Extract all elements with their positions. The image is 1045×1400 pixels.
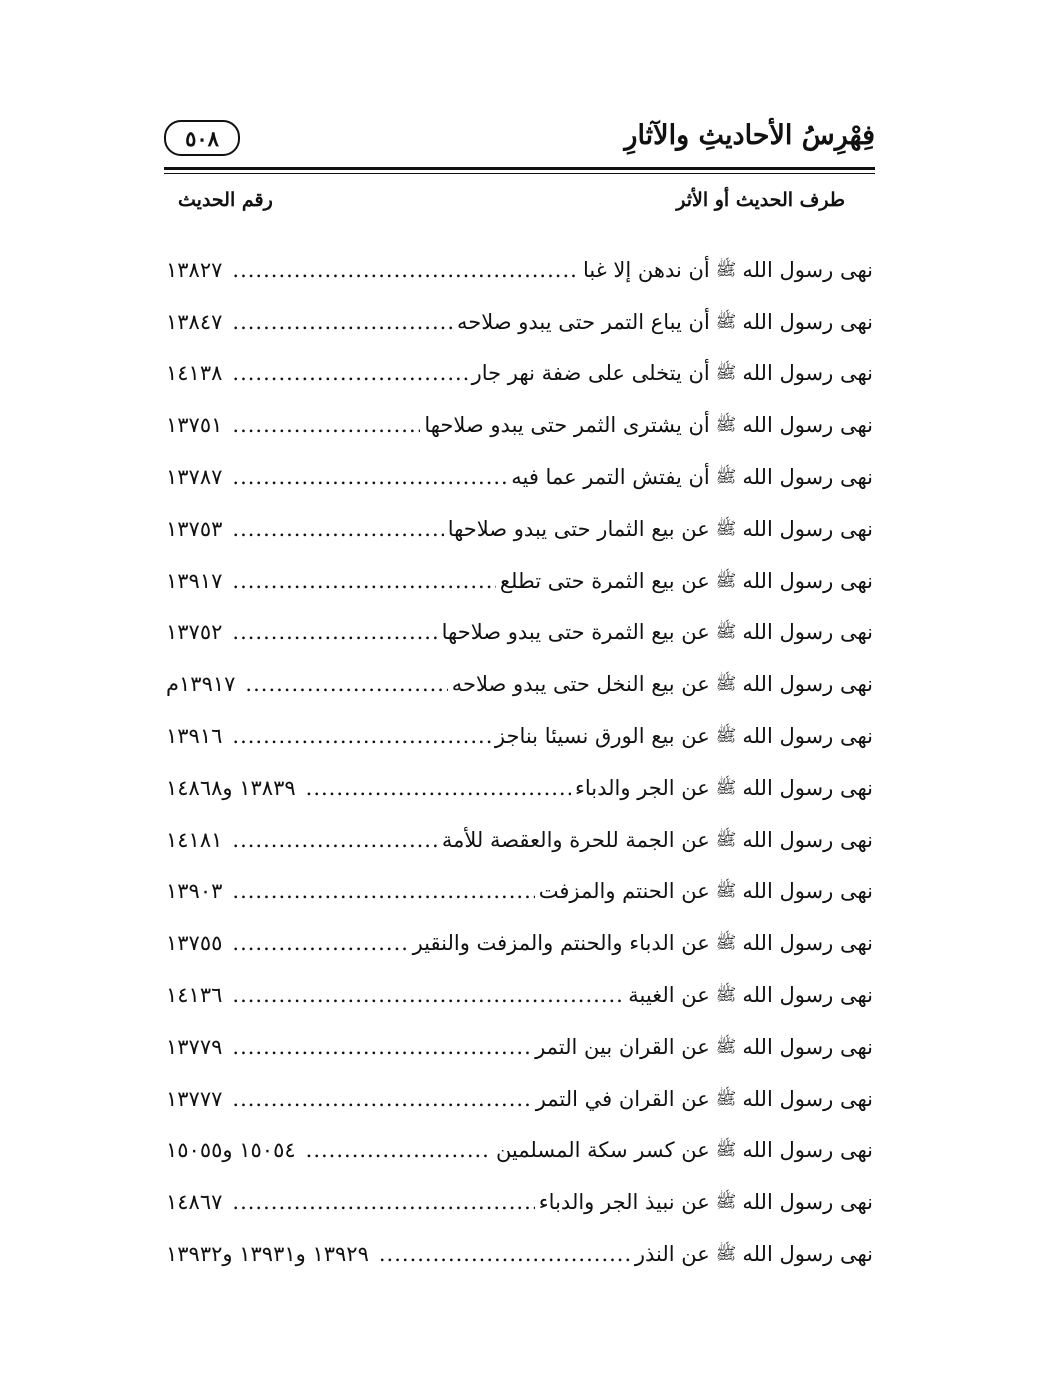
dot-leader [232,929,408,957]
salutation-glyph: ﷺ [715,1140,737,1161]
dot-leader [232,463,507,491]
dot-leader [232,618,437,646]
hadith-number: ١٣٧٥١ [166,413,223,438]
index-entry [166,1228,873,1280]
salutation-glyph: ﷺ [715,726,737,747]
dot-leader [306,774,571,802]
entry-text-end: عن بيع الثمرة حتى يبدو صلاحها [441,620,710,645]
entry-text-start: نهى رسول الله [742,879,873,904]
entry-text-start: نهى رسول الله [742,309,873,334]
entry-text-start: نهى رسول الله [742,931,873,956]
entry-text-end: عن نبيذ الجر والدباء [538,1190,710,1215]
salutation-glyph: ﷺ [715,1036,737,1057]
index-entry [166,348,873,400]
dot-leader [232,567,495,595]
index-entry [166,1176,873,1228]
hadith-number: ١٣٧٥٥ [166,931,223,956]
salutation-glyph: ﷺ [715,570,737,591]
salutation-glyph: ﷺ [715,1244,737,1265]
index-entry [166,244,873,296]
entry-text-start: نهى رسول الله [742,1138,873,1163]
entry-text-start: نهى رسول الله [742,1242,873,1267]
index-entry [166,969,873,1021]
entry-text-end: عن كسر سكة المسلمين [495,1138,710,1163]
dot-leader [232,308,453,336]
entry-text-start: نهى رسول الله [742,672,873,697]
hadith-number: ١٣٧٥٢ [166,620,223,645]
entry-text-end: عن بيع الثمار حتى يبدو صلاحها [447,516,710,541]
index-entry [166,503,873,555]
hadith-number: ١٣٩١٦ [166,724,223,749]
dot-leader [379,1240,631,1268]
salutation-glyph: ﷺ [715,415,737,436]
salutation-glyph: ﷺ [715,622,737,643]
page-number-badge: ٥٠٨ [164,120,240,156]
salutation-glyph: ﷺ [715,829,737,850]
salutation-glyph: ﷺ [715,259,737,280]
index-entry [166,607,873,659]
entry-text-end: عن الجر والدباء [575,775,710,800]
index-entry [166,1125,873,1177]
hadith-number: ١٣٨٤٧ [166,309,223,334]
dot-leader [232,877,534,905]
salutation-glyph: ﷺ [715,518,737,539]
index-entry [166,866,873,918]
entry-text-start: نهى رسول الله [742,413,873,438]
entry-text-end: أن ندهن إلا غبا [583,257,710,282]
dot-leader [232,359,467,387]
index-entry [166,814,873,866]
salutation-glyph: ﷺ [715,777,737,798]
entry-text-start: نهى رسول الله [742,775,873,800]
entry-text-start: نهى رسول الله [742,1034,873,1059]
index-entries [166,244,873,1280]
hadith-number: ١٥٠٥٤ و١٥٠٥٥ [166,1138,296,1163]
salutation-glyph: ﷺ [715,1088,737,1109]
hadith-number: ١٣٩١٧م [166,672,236,697]
column-heading-hadith: طرف الحديث أو الأثر [676,189,845,211]
entry-text-end: عن الغيبة [628,983,710,1008]
entry-text-end: عن بيع الثمرة حتى تطلع [499,568,710,593]
salutation-glyph: ﷺ [715,363,737,384]
dot-leader [306,1136,492,1164]
index-entry [166,399,873,451]
header-rule-thick [164,167,875,170]
salutation-glyph: ﷺ [715,933,737,954]
hadith-number: ١٣٩٠٣ [166,879,223,904]
salutation-glyph: ﷺ [715,881,737,902]
salutation-glyph: ﷺ [715,467,737,488]
index-entry [166,917,873,969]
hadith-number: ١٣٧٨٧ [166,465,223,490]
entry-text-start: نهى رسول الله [742,724,873,749]
entry-text-start: نهى رسول الله [742,465,873,490]
index-entry [166,451,873,503]
entry-text-start: نهى رسول الله [742,568,873,593]
index-entry [166,1073,873,1125]
salutation-glyph: ﷺ [715,1192,737,1213]
entry-text-start: نهى رسول الله [742,257,873,282]
hadith-number: ١٤١٣٦ [166,983,223,1008]
entry-text-end: أن يباع التمر حتى يبدو صلاحه [456,309,710,334]
entry-text-start: نهى رسول الله [742,1190,873,1215]
entry-text-end: عن الحنتم والمزفت [538,879,710,904]
entry-text-end: عن الجمة للحرة والعقصة للأمة [441,827,710,852]
dot-leader [232,1085,531,1113]
hadith-number: ١٣٨٢٧ [166,257,223,282]
entry-text-start: نهى رسول الله [742,827,873,852]
entry-text-end: أن يتخلى على ضفة نهر جار [471,361,710,386]
hadith-number: ١٣٨٣٩ و١٤٨٦٨ [166,775,296,800]
salutation-glyph: ﷺ [715,674,737,695]
hadith-number: ١٤١٣٨ [166,361,223,386]
dot-leader [232,1033,531,1061]
entry-text-start: نهى رسول الله [742,1086,873,1111]
dot-leader [232,1188,534,1216]
header-rule-thin [164,173,875,174]
dot-leader [232,722,490,750]
entry-text-end: عن النذر [634,1242,710,1267]
hadith-number: ١٣٩١٧ [166,568,223,593]
entry-text-end: أن يفتش التمر عما فيه [511,465,710,490]
running-title: فِهْرِسُ الأحاديثِ والآثارِ [624,120,875,151]
index-entry [166,555,873,607]
entry-text-end: عن الدباء والحنتم والمزفت والنقير [412,931,710,956]
hadith-number: ١٤١٨١ [166,827,223,852]
entry-text-start: نهى رسول الله [742,361,873,386]
entry-text-end: عن القران في التمر [535,1086,710,1111]
index-entry [166,296,873,348]
dot-leader [232,826,437,854]
hadith-number: ١٤٨٦٧ [166,1190,223,1215]
index-entry [166,762,873,814]
dot-leader [245,670,447,698]
page-header [164,112,875,162]
entry-text-start: نهى رسول الله [742,516,873,541]
index-entry [166,710,873,762]
dot-leader [232,411,420,439]
dot-leader [232,515,443,543]
salutation-glyph: ﷺ [715,311,737,332]
entry-text-end: أن يشترى الثمر حتى يبدو صلاحها [424,413,710,438]
entry-text-start: نهى رسول الله [742,983,873,1008]
index-entry [166,658,873,710]
salutation-glyph: ﷺ [715,985,737,1006]
dot-leader [232,981,624,1009]
hadith-number: ١٣٧٧٩ [166,1034,223,1059]
hadith-number: ١٣٧٥٣ [166,516,223,541]
dot-leader [232,256,579,284]
column-heading-number: رقم الحديث [178,189,273,211]
entry-text-end: عن بيع الورق نسيئا بناجز [494,724,710,749]
hadith-number: ١٣٩٢٩ و١٣٩٣١ و١٣٩٣٢ [166,1242,369,1267]
entry-text-start: نهى رسول الله [742,620,873,645]
hadith-number: ١٣٧٧٧ [166,1086,223,1111]
entry-text-end: عن بيع النخل حتى يبدو صلاحه [451,672,710,697]
index-entry [166,1021,873,1073]
entry-text-end: عن القران بين التمر [535,1034,710,1059]
